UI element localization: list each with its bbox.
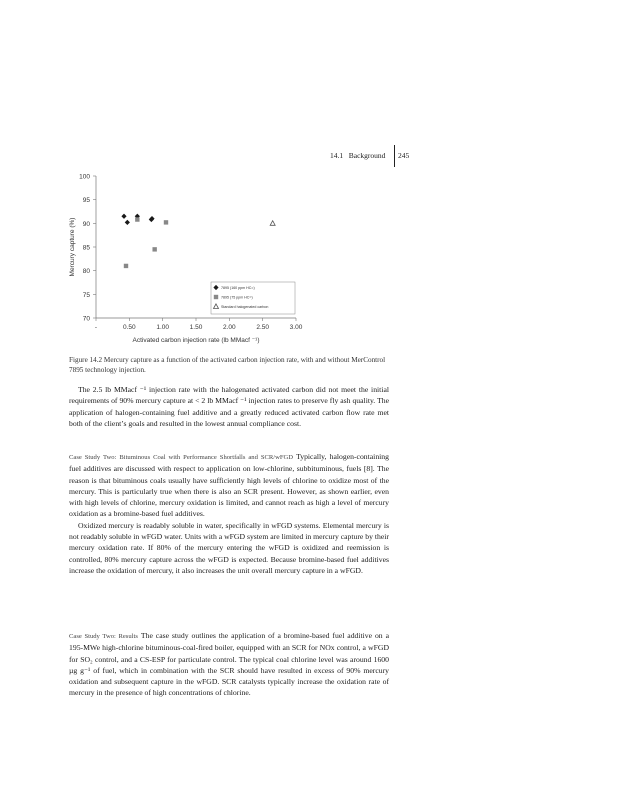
x-tick-label: 0.50 [123, 324, 136, 331]
legend-entry: Standard halogenated carbon [221, 305, 269, 309]
data-point-square [164, 220, 168, 224]
data-point-diamond [121, 214, 126, 219]
x-tick-label: 2.50 [256, 324, 269, 331]
y-tick-label: 75 [82, 291, 90, 299]
data-point-diamond [125, 220, 130, 225]
mercury-capture-chart [60, 168, 320, 350]
data-point-square [135, 217, 139, 221]
paragraph-4 [69, 630, 389, 699]
paragraph-1 [69, 384, 389, 429]
body-block-1 [69, 384, 389, 429]
legend-entry: 7895 (160 ppm HC=) [221, 286, 255, 290]
paragraph-2-text: Typically, halogen-containing fuel additives are discussed with respect to application on low-chlorine, subbituminous, fuels [8]. The reason is that bituminous coals usually have sufficiently high levels of chlorine to oxidize most of the mercury. This is particularly true when there is also an SCR present. However, as shown earlier, even with high levels of chlorine, mercury oxidation is limited, and cannot reach as high a level of mercury oxidation as a bromine-based fuel additives. [69, 452, 389, 519]
x-tick-label: 1.00 [156, 324, 169, 331]
paragraph-3-text: Oxidized mercury is readably soluble in water, specifically in wFGD systems. Elemental mercury is not readably soluble in wFGD water. Units with a wFGD system are limited in mercury capture by their mercury oxidation rate. If 80% of the mercury entering the wFGD is oxidized and reemission is controlled, 80% mercury capture across the wFGD is expected. Because bromine-based fuel additives increase the oxidation of mercury, it also increases the unit overall mercury capture in a wFGD. [69, 520, 389, 575]
paragraph-1-text: The 2.5 lb MMacf ⁻¹ injection rate with the halogenated activated carbon did not meet the initial requirements of 90% mercury capture at < 2 lb MMacf ⁻¹ injection rates to preserve fly ash quality. The application of halogen-containing fuel additive and a greatly reduced activated carbon flow rate met both of the client’s goals and resulted in the lowest annual compliance cost. [69, 385, 389, 428]
body-block-3 [69, 630, 389, 699]
y-tick-label: 85 [82, 244, 90, 252]
x-tick-label: - [94, 324, 98, 331]
y-axis-label: Mercury capture (%) [69, 217, 76, 277]
paragraph-4-text: The case study outlines the application of a bromine-based fuel additive on a 195-MWe high-chlorine bituminous-coal-fired boiler, equipped with an SCR for NOx control, a wFGD for SO₂ control, and a CS-ESP for particulate control. The typical coal chlorine level was around 1600 µg g⁻¹ of fuel, which in combination with the SCR should have resulted in excess of 90% mercury oxidation and subsequent capture in the wFGD. SCR catalysts typically increase the oxidation rate of mercury in the presence of high concentrations of chlorine. [69, 631, 389, 698]
y-tick-label: 90 [82, 220, 90, 228]
y-tick-label: 100 [79, 173, 90, 181]
y-tick-label: 70 [82, 315, 90, 323]
paragraph-2 [69, 451, 389, 520]
data-point-square [124, 264, 128, 268]
legend-marker-square [214, 295, 218, 299]
header-divider [394, 145, 395, 167]
body-block-2 [69, 451, 389, 576]
x-axis-label: Activated carbon injection rate (lb MMacf ⁻¹) [132, 337, 260, 344]
data-point-triangle [270, 221, 275, 226]
y-tick-label: 95 [82, 197, 90, 205]
x-tick-label: 3.00 [289, 324, 303, 331]
legend-entry: 7895 (75 ppm HC=) [221, 295, 253, 300]
page-number: 245 [398, 151, 410, 160]
x-tick-label: 1.50 [189, 324, 203, 331]
x-tick-label: 2.00 [223, 324, 236, 331]
paragraph-3 [69, 520, 389, 576]
data-point-square [152, 247, 156, 251]
figure-caption: Figure 14.2 Mercury capture as a function of the activated carbon injection rate, with and without MerControl 7895 technology injection. [69, 356, 386, 374]
run-in-heading-results: Case Study Two: Results [69, 633, 138, 640]
y-tick-label: 80 [82, 268, 90, 276]
header-section-title: 14.1 Background [330, 151, 386, 160]
run-in-heading-case-two: Case Study Two: Bituminous Coal with Performance Shortfalls and SCR/wFGD [69, 454, 294, 461]
running-header [330, 151, 530, 165]
